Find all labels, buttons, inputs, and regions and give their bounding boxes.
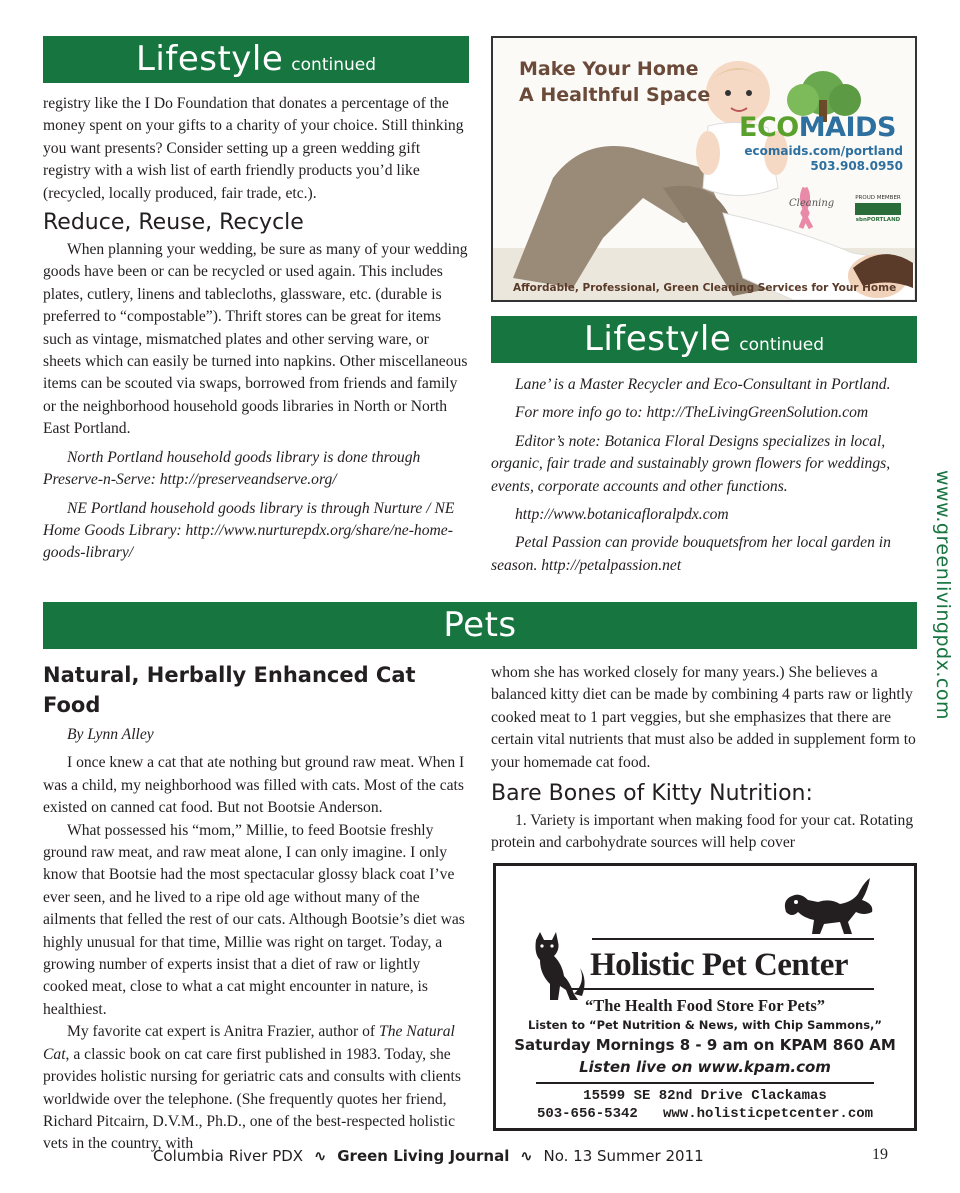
- ad-headline-2: A Healthful Space: [519, 84, 711, 106]
- north-portland-note: North Portland household goods library is done through Preserve-n-Serve: http://preserveandserve.org/: [43, 448, 421, 489]
- holistic-name: Holistic Pet Center: [590, 947, 849, 983]
- ad-headline-1: Make Your Home: [519, 58, 699, 80]
- lifestyle-right-column: [491, 374, 917, 577]
- holistic-live[interactable]: Listen live on www.kpam.com: [579, 1058, 831, 1076]
- holistic-contact: [496, 1106, 914, 1122]
- page-number: 19: [872, 1146, 888, 1163]
- article-title: Natural, Herbally Enhanced Cat Food: [43, 663, 416, 717]
- more-info-link[interactable]: For more info go to: http://TheLivingGreenSolution.com: [515, 404, 869, 422]
- footer-ornament-left-icon: ∿: [313, 1147, 327, 1165]
- ne-portland-note: NE Portland household goods library is through Nurture / NE Home Goods Library: http://www.nurturepdx.org/share/ne-home-goods-library/: [43, 499, 455, 562]
- banner-title: Lifestyle: [583, 319, 732, 359]
- ecomaids-phone: 503.908.0950: [810, 159, 903, 173]
- cat-silhouette-icon: [530, 930, 590, 1004]
- footer-region: Columbia River PDX: [153, 1147, 304, 1165]
- holistic-address: 15599 SE 82nd Drive Clackamas: [583, 1088, 827, 1104]
- ecomaids-ad[interactable]: [491, 36, 917, 302]
- nutrition-heading: Bare Bones of Kitty Nutrition:: [491, 781, 813, 807]
- botanica-link[interactable]: http://www.botanicafloralpdx.com: [515, 506, 729, 524]
- holistic-phone: 503-656-5342: [536, 1106, 638, 1122]
- ecomaids-url[interactable]: ecomaids.com/portland: [744, 144, 903, 158]
- banner-subtitle: continued: [291, 55, 377, 75]
- holistic-pet-center-ad[interactable]: [493, 863, 917, 1131]
- badge-sbn-label: sbnPORTLAND: [855, 217, 901, 223]
- article-paragraph-2: What possessed his “mom,” Millie, to feed Bootsie freshly ground raw meat, and raw meat alone, I can only imagine. I only know that Bootsie had the most spectacular glossy black coat I’ve ever seen, and he lived to a ripe old age without many of the ailments that felled the rest of our cats. Although Bootsie’s diet was highly unusual for that time, Millie was right on target. Today, a growing number of experts insist that a diet of raw or lightly cooked meat, close to what a cat might encounter in nature, is healthiest.: [43, 821, 465, 1018]
- banner-subtitle: continued: [739, 335, 825, 355]
- pets-right-column: [491, 662, 917, 855]
- section-heading-reduce: Reduce, Reuse, Recycle: [43, 210, 304, 236]
- reduce-paragraph: When planning your wedding, be sure as many of your wedding goods have been or can be recycled or used again. This includes plates, cutlery, linens and tablecloths, glassware, etc. (durable is preferred to “compostable”). Thrift stores can be great for items such as vintage, mismatched plates and other serving ware, or sheets which can easily be turned into napkins. Other miscellaneous items can be scouted via swaps, borrowed from friends and family or the neighborhood household goods libraries in North or North East Portland.: [43, 241, 468, 438]
- ecomaids-logo: [739, 112, 896, 143]
- pets-banner: [43, 602, 917, 649]
- article-continued: whom she has worked closely for many years.) She believes a balanced kitty diet can be made by combining 4 parts raw or lightly cooked meat to 1 part veggies, but she emphasizes that there are certain vital nutrients that must also be added in supplement form to your homemade cat food.: [491, 664, 916, 771]
- footer-issue: No. 13 Summer 2011: [543, 1147, 704, 1165]
- holistic-time: Saturday Mornings 8 - 9 am on KPAM 860 AM: [514, 1036, 896, 1054]
- book-title: The Natural Cat: [43, 1023, 455, 1063]
- cleaning-for-a-reason-badge: Cleaning: [789, 198, 835, 209]
- author-bio: Lane’ is a Master Recycler and Eco-Consultant in Portland.: [515, 376, 891, 393]
- holistic-slogan: “The Health Food Store For Pets”: [585, 996, 825, 1015]
- footer-ornament-right-icon: ∿: [520, 1147, 533, 1165]
- holistic-url[interactable]: www.holisticpetcenter.com: [663, 1106, 874, 1122]
- holistic-listen: Listen to “Pet Nutrition & News, with Chip Sammons,”: [528, 1018, 882, 1032]
- nutrition-item-1: 1. Variety is important when making food for your cat. Rotating protein and carbohydrate sources will help cover: [491, 812, 914, 852]
- p3-text-a: My favorite cat expert is Anitra Frazier, author of: [67, 1023, 380, 1041]
- article-paragraph-3: [43, 1021, 469, 1155]
- p3-text-b: , a classic book on cat care first published in 1983. Today, she provides holistic nursing for geriatric cats and consults with clients worldwide over the telephone. (She frequently quotes her friend, Richard Pitcairn, D.V.M., Ph.D., one of the best-respected holistic vets in the country, with: [43, 1045, 461, 1153]
- dog-silhouette-icon: [778, 872, 878, 938]
- pets-banner-title: Pets: [443, 605, 517, 645]
- banner-title: Lifestyle: [135, 39, 284, 79]
- pets-left-column: [43, 660, 469, 1156]
- brand-eco: ECO: [739, 112, 799, 143]
- brand-maids: MAIDS: [798, 112, 896, 143]
- article-paragraph-1: I once knew a cat that ate nothing but ground raw meat. When I was a child, my neighborhood was filled with cats. Most of the cats existed on canned cat food. But not Bootsie Anderson.: [43, 754, 465, 817]
- petal-passion-note: Petal Passion can provide bouquetsfrom her local garden in season. http://petalpassion.net: [491, 534, 891, 574]
- lifestyle-banner-right: [491, 316, 917, 363]
- badge-proud-member: PROUD MEMBER: [855, 195, 901, 201]
- article-byline: By Lynn Alley: [67, 726, 154, 743]
- intro-paragraph: registry like the I Do Foundation that donates a percentage of the money spent on your gifts to a charity of your choice. Still thinking you want presents? Consider setting up a green wedding gift registry with a wish list of earth friendly products you’d like (recycled, locally produced, fair trade, etc.).: [43, 95, 464, 202]
- page-footer: [153, 1146, 704, 1166]
- sbn-portland-badge: [855, 194, 901, 226]
- editors-note: Editor’s note: Botanica Floral Designs specializes in local, organic, fair trade and sustainably grown flowers for weddings, events, corporate accounts and other functions.: [491, 432, 891, 495]
- lifestyle-banner-left: [43, 36, 469, 83]
- side-website-url[interactable]: www.greenlivingpdx.com: [932, 470, 954, 720]
- ecomaids-tagline: Affordable, Professional, Green Cleaning Services for Your Home: [513, 282, 897, 294]
- lifestyle-left-column: [43, 93, 469, 565]
- footer-journal: Green Living Journal: [337, 1147, 510, 1165]
